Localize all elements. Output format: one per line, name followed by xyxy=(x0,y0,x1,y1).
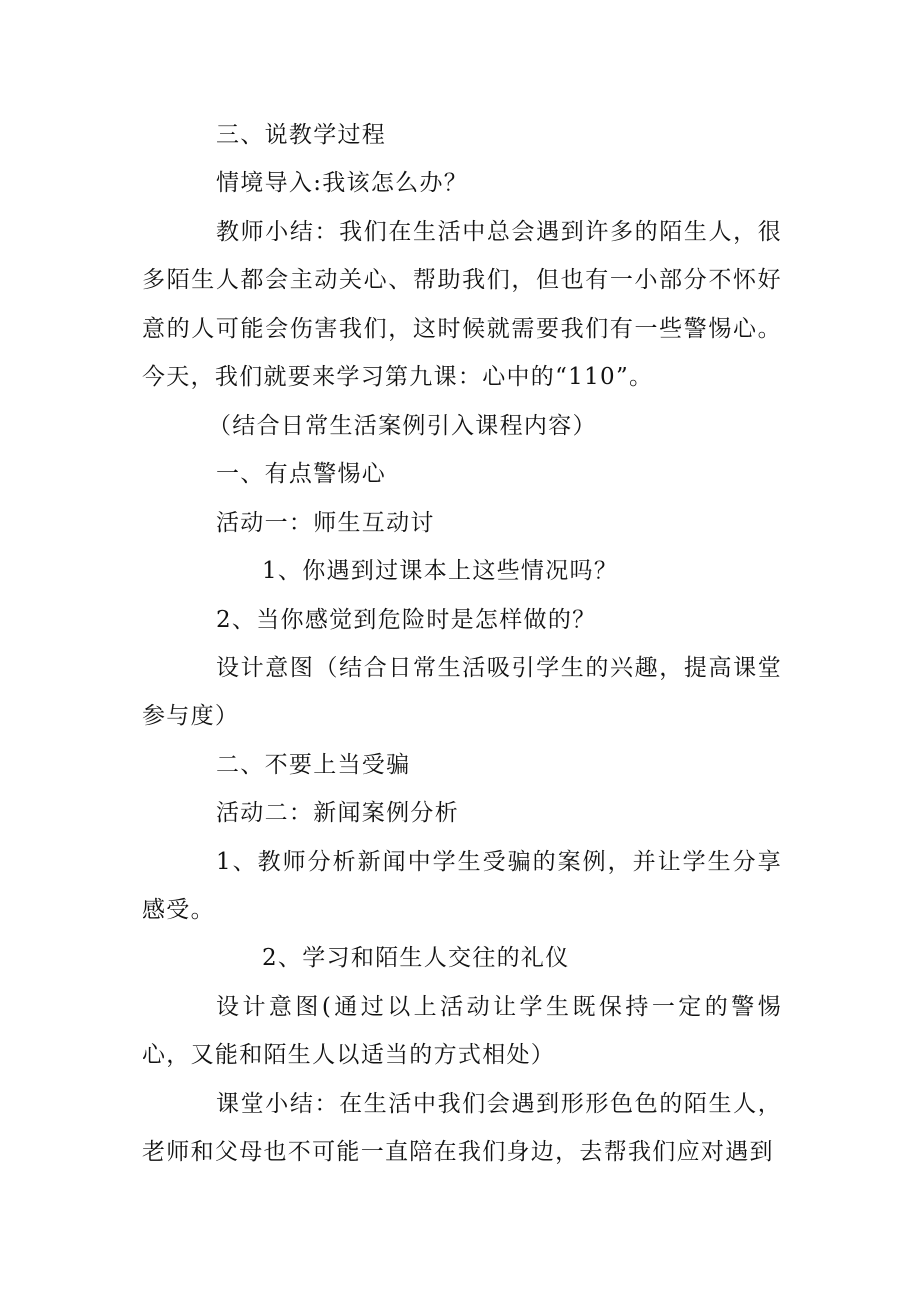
heading-alertness: 一、有点警惕心 xyxy=(216,461,387,487)
list-item-question-1: 1、你遇到过课本上这些情况吗？ xyxy=(262,558,619,584)
heading-activity-two: 活动二：新闻案例分析 xyxy=(216,800,459,826)
list-item-etiquette: 2、学习和陌生人交往的礼仪 xyxy=(262,945,570,971)
heading-activity-one: 活动一：师生互动讨 xyxy=(216,510,435,536)
list-item-news-case: 1、教师分析新闻中学生受骗的案例，并让学生分享感受。 xyxy=(142,849,782,924)
paragraph-design-intent-2: 设计意图(通过以上活动让学生既保持一定的警惕心，又能和陌生人以适当的方式相处） xyxy=(142,994,782,1069)
paragraph-teacher-summary: 教师小结：我们在生活中总会遇到许多的陌生人，很多陌生人都会主动关心、帮助我们，但也有一小部分不怀好意的人可能会伤害我们，这时候就需要我们有一些警惕心。今天，我们就要来学习第九课：心中的“110”。 xyxy=(142,219,782,391)
paragraph-situation-intro: 情境导入:我该怎么办？ xyxy=(216,170,469,196)
paragraph-note-case-intro: （结合日常生活案例引入课程内容） xyxy=(208,413,597,439)
list-item-question-2: 2、当你感觉到危险时是怎样做的？ xyxy=(216,607,597,633)
paragraph-design-intent-1: 设计意图（结合日常生活吸引学生的兴趣，提高课堂参与度） xyxy=(142,655,782,730)
paragraph-class-summary: 课堂小结：在生活中我们会遇到形形色色的陌生人，老师和父母也不可能一直陪在我们身边，去帮我们应对遇到 xyxy=(142,1091,782,1166)
section-heading-teaching-process: 三、说教学过程 xyxy=(216,122,387,148)
heading-not-deceived: 二、不要上当受骗 xyxy=(216,752,411,778)
